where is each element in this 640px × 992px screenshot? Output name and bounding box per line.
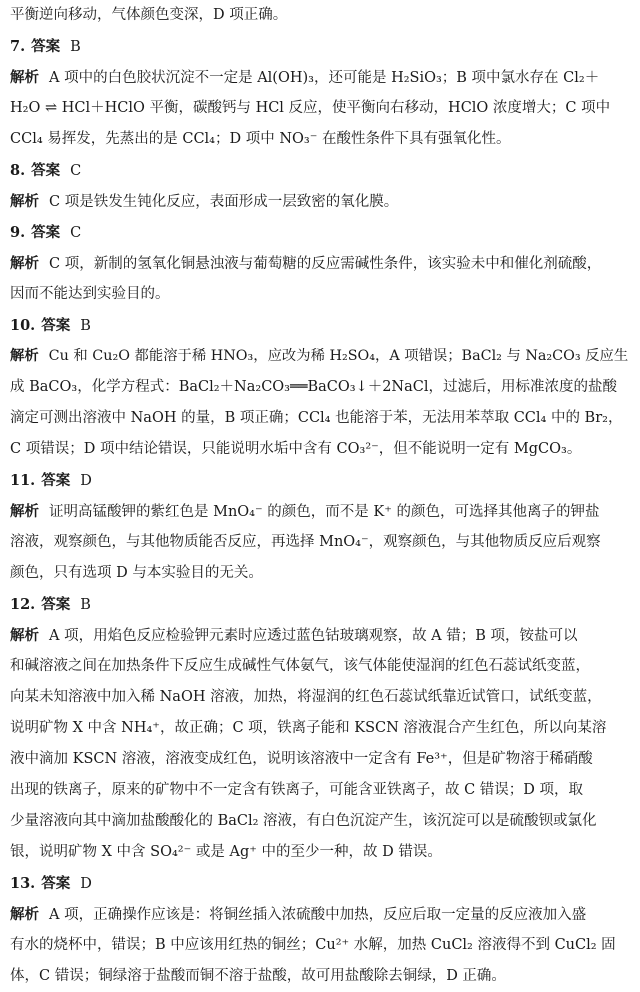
question-number: 10. — [10, 317, 36, 334]
analysis-text: 证明高锰酸钾的紫红色是 MnO₄⁻ 的颜色，而不是 K⁺ 的颜色，可选择其他离子的钾盐 — [49, 504, 600, 520]
body-text: 平衡逆向移动，气体颜色变深，D 项正确。 — [10, 7, 288, 23]
text-line — [10, 558, 631, 589]
text-line — [10, 434, 631, 465]
question-number: 11. — [10, 472, 36, 489]
text-line — [10, 93, 631, 124]
body-text: 和碱溶液之间在加热条件下反应生成碱性气体氨气，该气体能使湿润的红色石蕊试纸变蓝， — [10, 658, 590, 674]
text-line — [10, 682, 631, 713]
text-line — [10, 403, 631, 434]
body-text: 成 BaCO₃，化学方程式：BaCl₂＋Na₂CO₃══BaCO₃↓＋2NaCl，过滤后，用标准浓度的盐酸 — [10, 379, 617, 395]
analysis-text: C 项，新制的氢氧化铜悬浊液与葡萄糖的反应需碱性条件，该实验未中和催化剂硫酸， — [49, 256, 602, 272]
answer-line — [10, 868, 631, 899]
analysis-text: A 项，用焰色反应检验钾元素时应透过蓝色钴玻璃观察，故 A 错；B 项，铵盐可以 — [49, 628, 578, 644]
analysis-line — [10, 341, 631, 372]
body-text: 说明矿物 X 中含 NH₄⁺，故正确；C 项，铁离子能和 KSCN 溶液混合产生红色，所以向某溶 — [10, 720, 607, 736]
analysis-text: C 项是铁发生钝化反应，表面形成一层致密的氧化膜。 — [49, 194, 399, 210]
question-number: 8. — [10, 162, 26, 179]
question-number: 9. — [10, 224, 26, 241]
answer-label: 答案 — [31, 162, 61, 179]
analysis-tag: 解析 — [10, 348, 39, 364]
body-text: 滴定可测出溶液中 NaOH 的量，B 项正确；CCl₄ 也能溶于苯，无法用苯萃取 CCl₄ 中的 Br₂， — [10, 410, 623, 426]
text-line — [10, 775, 631, 806]
analysis-tag: 解析 — [10, 193, 39, 210]
text-line — [10, 713, 631, 744]
answer-label: 答案 — [31, 224, 61, 241]
analysis-text: A 项中的白色胶状沉淀不一定是 Al(OH)₃，还可能是 H₂SiO₃；B 项中氯水存在 Cl₂＋ — [49, 70, 600, 86]
answer-value: D — [80, 473, 92, 489]
answer-label: 答案 — [41, 317, 71, 334]
text-line — [10, 930, 631, 961]
answer-line — [10, 589, 631, 620]
analysis-tag: 解析 — [10, 255, 39, 272]
text-line — [10, 124, 631, 155]
body-text: 溶液，观察颜色，与其他物质能否反应，再选择 MnO₄⁻，观察颜色，与其他物质反应后观察 — [10, 534, 601, 550]
answer-value: B — [80, 597, 91, 613]
question-number: 7. — [10, 38, 26, 55]
analysis-line — [10, 620, 631, 651]
analysis-tag: 解析 — [10, 627, 39, 644]
analysis-text: A 项，正确操作应该是：将铜丝插入浓硫酸中加热，反应后取一定量的反应液加入盛 — [49, 907, 587, 923]
analysis-line — [10, 899, 631, 930]
answer-value: B — [70, 39, 81, 55]
answer-label: 答案 — [31, 38, 61, 55]
text-line — [10, 806, 631, 837]
answer-line — [10, 310, 631, 341]
question-number: 12. — [10, 596, 36, 613]
analysis-tag: 解析 — [10, 69, 39, 86]
body-text: CCl₄ 易挥发，先蒸出的是 CCl₄；D 项中 NO₃⁻ 在酸性条件下具有强氧化性。 — [10, 131, 511, 147]
body-text: 银，说明矿物 X 中含 SO₄²⁻ 或是 Ag⁺ 中的至少一种，故 D 错误。 — [10, 844, 442, 860]
answer-value: C — [70, 225, 82, 241]
text-line — [10, 279, 631, 310]
answer-line — [10, 31, 631, 62]
body-text: H₂O ⇌ HCl＋HClO 平衡，碳酸钙与 HCl 反应，使平衡向右移动，HClO 浓度增大；C 项中 — [10, 100, 611, 116]
answer-line — [10, 465, 631, 496]
analysis-tag: 解析 — [10, 906, 39, 923]
answer-line — [10, 155, 631, 186]
answer-value: C — [70, 163, 82, 179]
text-line — [10, 837, 631, 868]
body-text: 向某未知溶液中加入稀 NaOH 溶液，加热，将湿润的红色石蕊试纸靠近试管口，试纸变蓝， — [10, 689, 602, 705]
analysis-text: Cu 和 Cu₂O 都能溶于稀 HNO₃，应改为稀 H₂SO₄，A 项错误；BaCl₂ 与 Na₂CO₃ 反应生 — [48, 348, 629, 364]
analysis-line — [10, 248, 631, 279]
analysis-line — [10, 186, 631, 217]
text-line — [10, 961, 631, 992]
text-line — [10, 527, 631, 558]
analysis-line — [10, 62, 631, 93]
text-line — [10, 372, 631, 403]
body-text: 出现的铁离子，原来的矿物中不一定含有铁离子，可能含亚铁离子，故 C 错误；D 项，取 — [10, 782, 584, 798]
answer-value: B — [80, 318, 91, 334]
body-text: 因而不能达到实验目的。 — [10, 286, 170, 302]
body-text: 颜色，只有选项 D 与本实验目的无关。 — [10, 565, 263, 581]
answer-value: D — [80, 876, 92, 892]
body-text: 少量溶液向其中滴加盐酸酸化的 BaCl₂ 溶液，有白色沉淀产生，该沉淀可以是硫酸钡或氯化 — [10, 813, 597, 829]
question-number: 13. — [10, 875, 36, 892]
text-line — [10, 744, 631, 775]
text-line — [10, 0, 631, 31]
analysis-line — [10, 496, 631, 527]
answer-label: 答案 — [41, 472, 71, 489]
body-text: 有水的烧杯中，错误；B 中应该用红热的铜丝；Cu²⁺ 水解，加热 CuCl₂ 溶液得不到 CuCl₂ 固 — [10, 937, 616, 953]
body-text: 液中滴加 KSCN 溶液，溶液变成红色，说明该溶液中一定含有 Fe³⁺，但是矿物溶于稀硝酸 — [10, 751, 593, 767]
answer-line — [10, 217, 631, 248]
answer-label: 答案 — [41, 875, 71, 892]
body-text: C 项错误；D 项中结论错误，只能说明水垢中含有 CO₃²⁻，但不能说明一定有 MgCO₃。 — [10, 441, 582, 457]
answer-label: 答案 — [41, 596, 71, 613]
analysis-tag: 解析 — [10, 503, 39, 520]
body-text: 体，C 错误；铜绿溶于盐酸而铜不溶于盐酸，故可用盐酸除去铜绿，D 正确。 — [10, 968, 506, 984]
text-line — [10, 651, 631, 682]
